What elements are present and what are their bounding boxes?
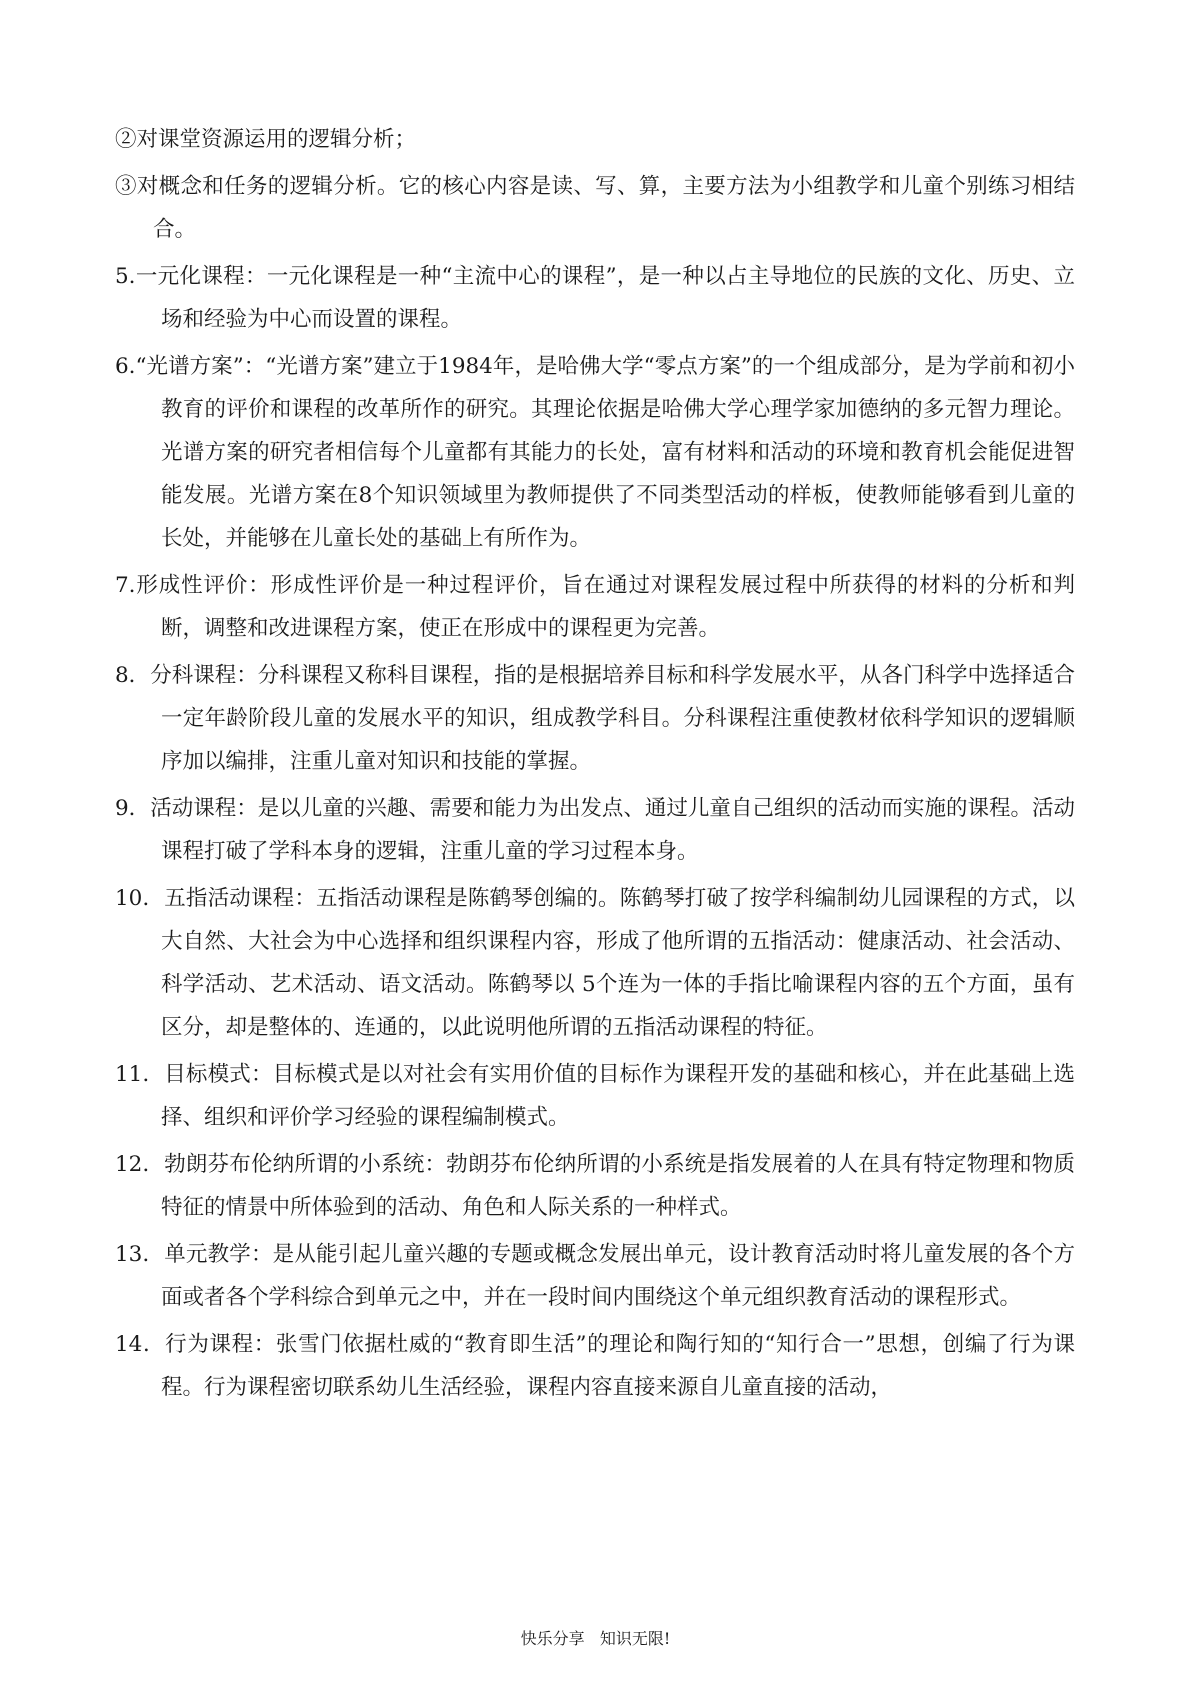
list-item: 12．勃朗芬布伦纳所谓的小系统：勃朗芬布伦纳所谓的小系统是指发展着的人在具有特定物理和物质特征的情景中所体验到的活动、角色和人际关系的一种样式。 [115, 1152, 1075, 1220]
page-footer: 快乐分享 知识无限! [520, 1629, 671, 1648]
list-item: 13．单元教学：是从能引起儿童兴趣的专题或概念发展出单元，设计教育活动时将儿童发展的各个方面或者各个学科综合到单元之中，并在一段时间内围绕这个单元组织教育活动的课程形式。 [115, 1242, 1075, 1310]
document-body [115, 118, 1075, 1413]
list-item: 7.形成性评价：形成性评价是一种过程评价，旨在通过对课程发展过程中所获得的材料的分析和判断，调整和改进课程方案，使正在形成中的课程更为完善。 [115, 573, 1075, 641]
list-item: 10．五指活动课程：五指活动课程是陈鹤琴创编的。陈鹤琴打破了按学科编制幼儿园课程的方式，以大自然、大社会为中心选择和组织课程内容，形成了他所谓的五指活动：健康活动、社会活动、科学活动、艺术活动、语文活动。陈鹤琴以 5个连为一体的手指比喻课程内容的五个方面，虽有区分，却是整体的、连通的，以此说明他所谓的五指活动课程的特征。 [115, 886, 1075, 1040]
list-item: 5.一元化课程：一元化课程是一种“主流中心的课程”，是一种以占主导地位的民族的文化、历史、立场和经验为中心而设置的课程。 [115, 264, 1075, 332]
list-item: 6.“光谱方案”：“光谱方案”建立于1984年，是哈佛大学“零点方案”的一个组成部分，是为学前和初小教育的评价和课程的改革所作的研究。其理论依据是哈佛大学心理学家加德纳的多元智力理论。光谱方案的研究者相信每个儿童都有其能力的长处，富有材料和活动的环境和教育机会能促进智能发展。光谱方案在8个知识领域里为教师提供了不同类型活动的样板，使教师能够看到儿童的长处，并能够在儿童长处的基础上有所作为。 [115, 354, 1075, 551]
list-item: 9．活动课程：是以儿童的兴趣、需要和能力为出发点、通过儿童自己组织的活动而实施的课程。活动课程打破了学科本身的逻辑，注重儿童的学习过程本身。 [115, 796, 1075, 864]
list-item: 14．行为课程：张雪门依据杜威的“教育即生活”的理论和陶行知的“知行合一”思想，创编了行为课程。行为课程密切联系幼儿生活经验，课程内容直接来源自儿童直接的活动， [115, 1332, 1075, 1400]
list-item: 8．分科课程：分科课程又称科目课程，指的是根据培养目标和科学发展水平，从各门科学中选择适合一定年龄阶段儿童的发展水平的知识，组成教学科目。分科课程注重使教材依科学知识的逻辑顺序加以编排，注重儿童对知识和技能的掌握。 [115, 663, 1075, 774]
list-item: ②对课堂资源运用的逻辑分析； [115, 127, 417, 152]
list-item: 11．目标模式：目标模式是以对社会有实用价值的目标作为课程开发的基础和核心，并在此基础上选择、组织和评价学习经验的课程编制模式。 [115, 1062, 1075, 1130]
list-item: ③对概念和任务的逻辑分析。它的核心内容是读、写、算，主要方法为小组教学和儿童个别练习相结合。 [115, 174, 1075, 242]
